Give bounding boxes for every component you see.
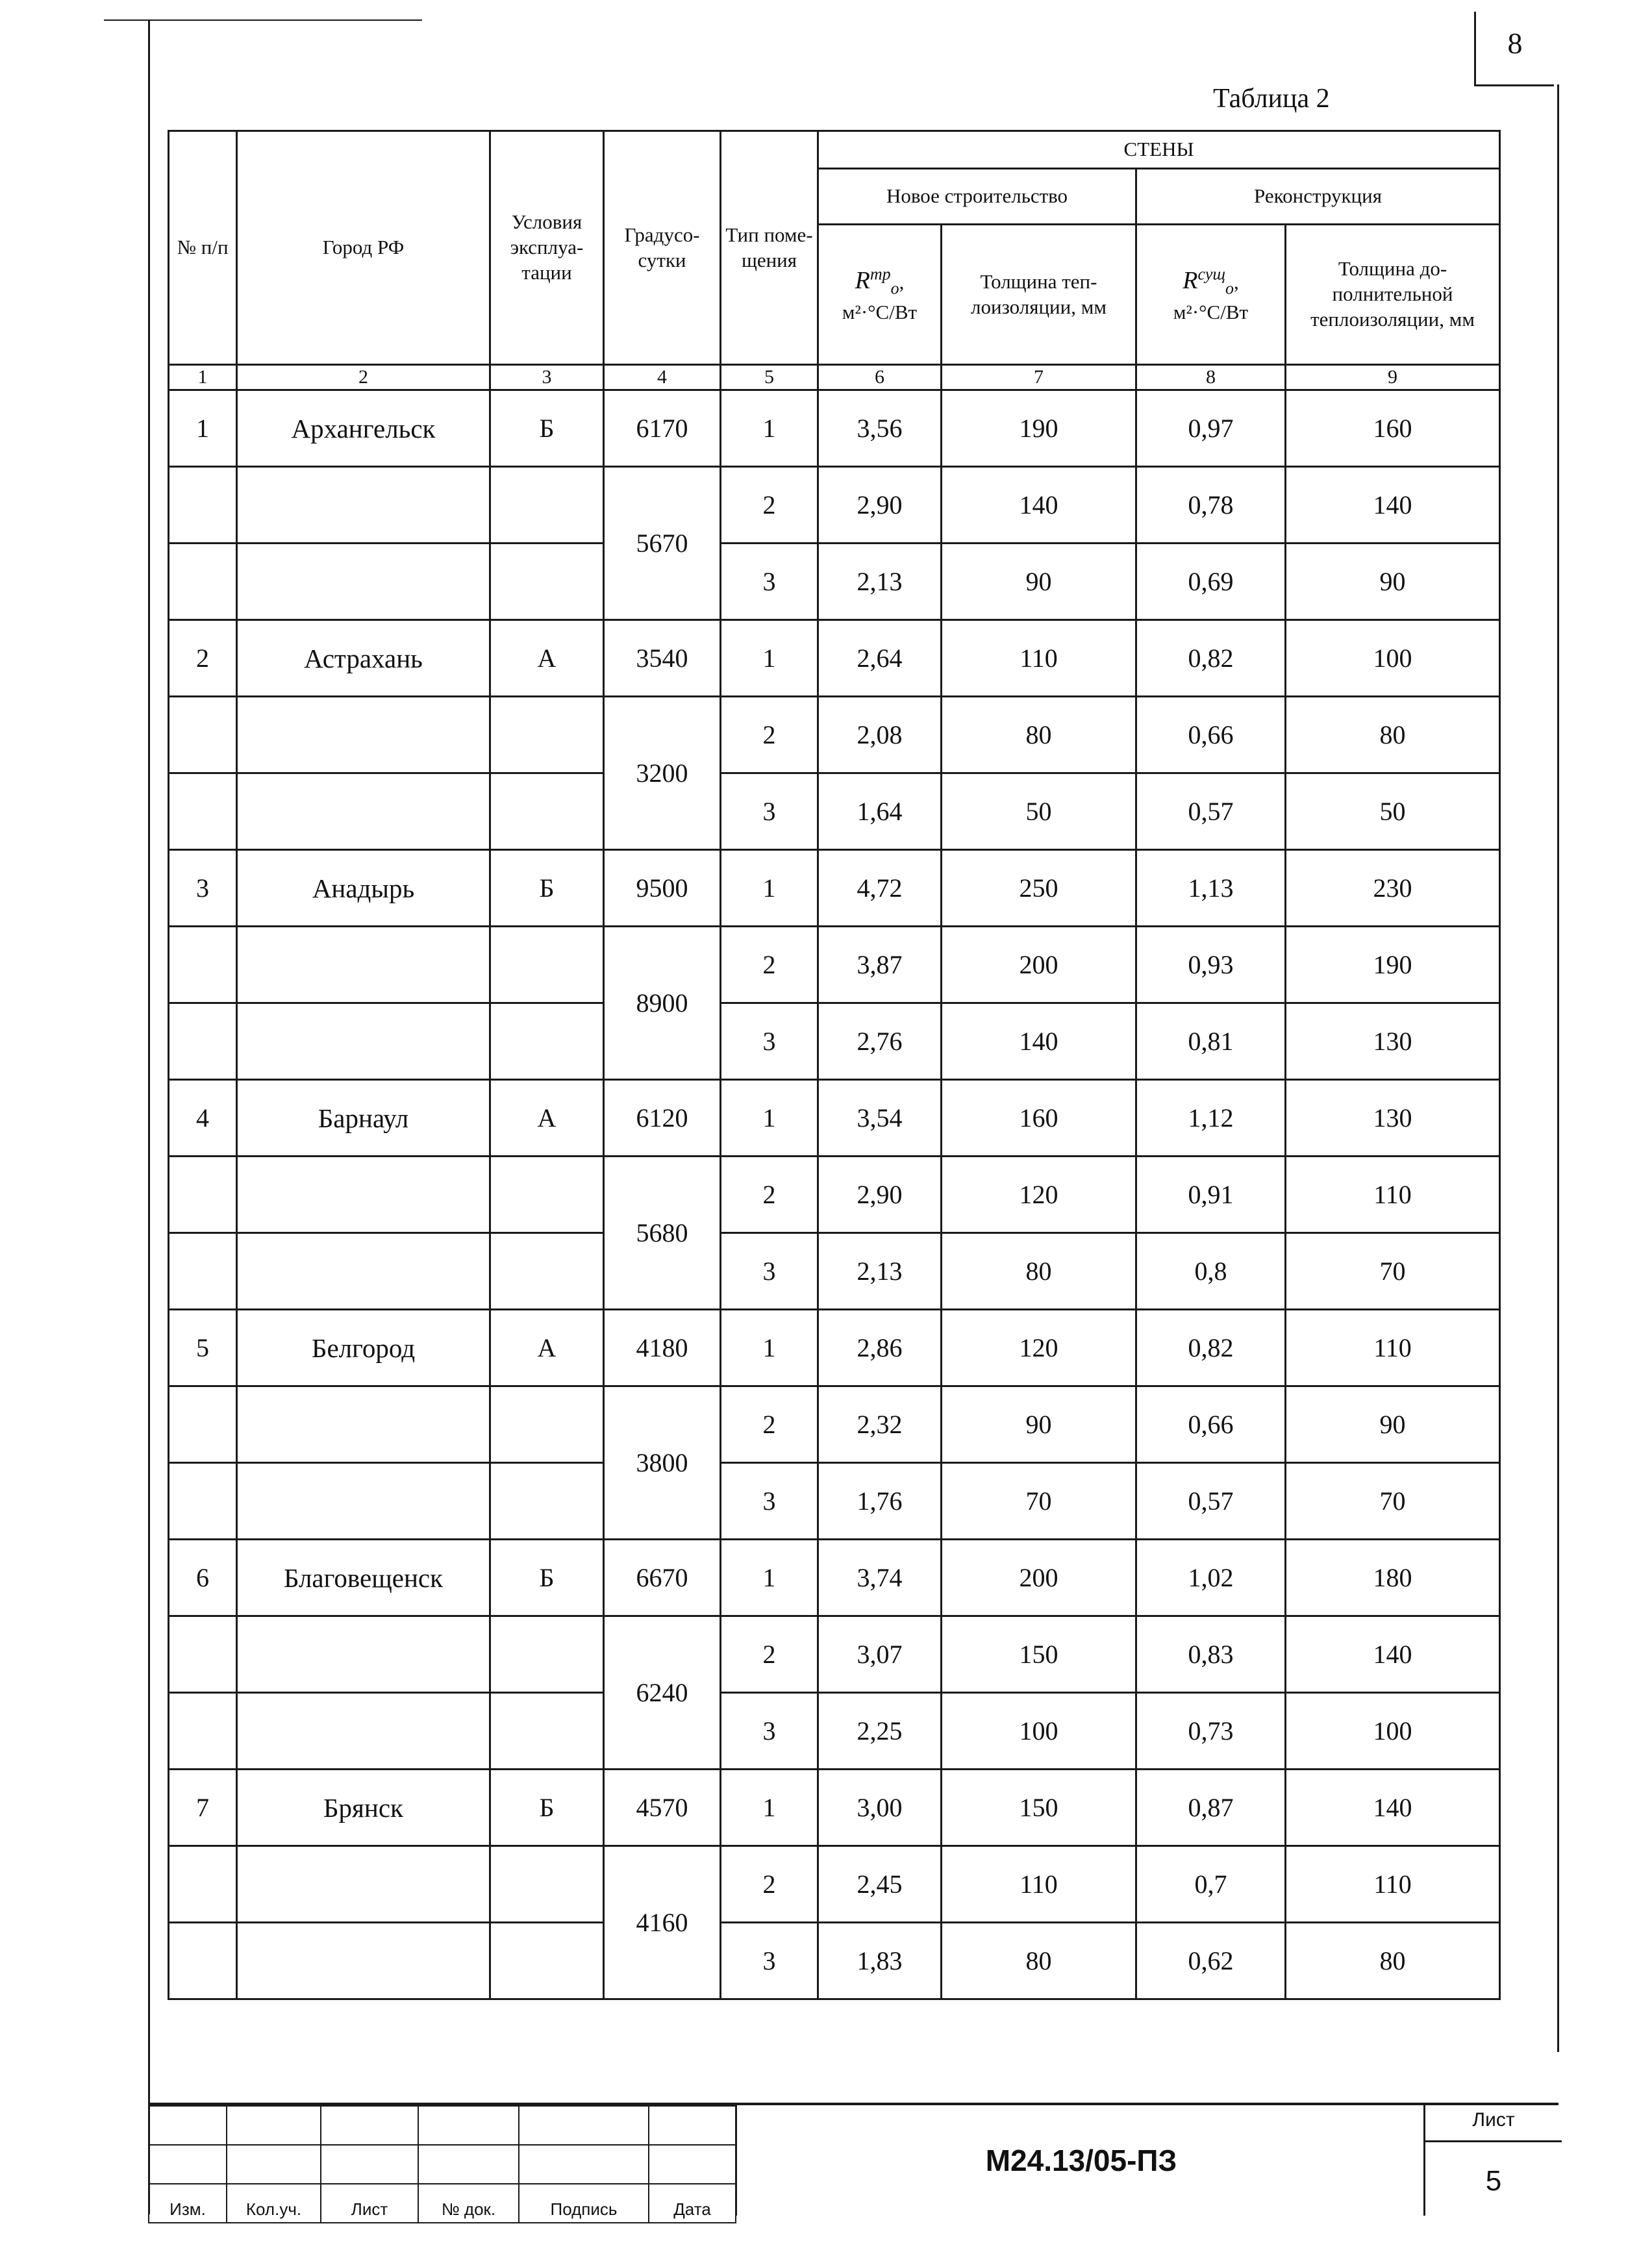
- r-existing-value: 0,62: [1136, 1923, 1286, 1999]
- insulation-thickness: 190: [942, 390, 1136, 467]
- sheet-box: [1423, 2105, 1562, 2216]
- sheet-number: 5: [1485, 2165, 1502, 2197]
- r-required-value: 3,87: [818, 927, 942, 1003]
- operating-conditions-empty: [490, 1003, 604, 1080]
- r-required-value: 3,74: [818, 1540, 942, 1616]
- operating-conditions-empty: [490, 1386, 604, 1463]
- r-existing-value: 0,8: [1136, 1233, 1286, 1310]
- table-row: [169, 773, 1500, 850]
- frame-left-line: [148, 19, 150, 2214]
- r-required-value: 1,83: [818, 1923, 942, 1999]
- r-required-value: 1,76: [818, 1463, 942, 1540]
- city-name: Астрахань: [237, 620, 490, 697]
- city-name: Архангельск: [237, 390, 490, 467]
- degree-days: 4160: [604, 1846, 721, 1999]
- r-required-value: 3,54: [818, 1080, 942, 1157]
- header-additional-thickness: Толщина до-полнительной теплоизоляции, мм: [1286, 225, 1500, 365]
- operating-conditions: А: [490, 1310, 604, 1386]
- insulation-thickness: 50: [942, 773, 1136, 850]
- operating-conditions-empty: [490, 1923, 604, 1999]
- insulation-thickness: 200: [942, 927, 1136, 1003]
- column-number: 5: [721, 365, 818, 390]
- city-name-empty: [237, 1233, 490, 1310]
- r-required-value: 2,08: [818, 697, 942, 773]
- table-row: [169, 1386, 1500, 1463]
- header-reconstruction: Реконструкция: [1136, 169, 1500, 225]
- row-number-empty: [169, 927, 237, 1003]
- row-number: 2: [169, 620, 237, 697]
- header-walls-group: СТЕНЫ: [818, 131, 1500, 169]
- r-required-value: 1,64: [818, 773, 942, 850]
- stamp-label-change: Изм.: [149, 2184, 227, 2223]
- table-row: [169, 1923, 1500, 1999]
- city-name-empty: [237, 1693, 490, 1770]
- r-required-value: 2,90: [818, 467, 942, 544]
- operating-conditions: Б: [490, 1540, 604, 1616]
- city-name: Брянск: [237, 1770, 490, 1846]
- degree-days: 8900: [604, 927, 721, 1080]
- column-number-row: [169, 365, 1500, 390]
- room-type: 2: [721, 697, 818, 773]
- room-type: 3: [721, 1003, 818, 1080]
- table-row: [169, 390, 1500, 467]
- row-number: 6: [169, 1540, 237, 1616]
- operating-conditions-empty: [490, 1693, 604, 1770]
- room-type: 1: [721, 1080, 818, 1157]
- r-existing-value: 0,57: [1136, 773, 1286, 850]
- insulation-thickness: 150: [942, 1770, 1136, 1846]
- column-number: 6: [818, 365, 942, 390]
- header-city: Город РФ: [237, 131, 490, 365]
- insulation-thickness: 90: [942, 544, 1136, 620]
- row-number-empty: [169, 1233, 237, 1310]
- room-type: 3: [721, 1233, 818, 1310]
- r-required-value: 2,64: [818, 620, 942, 697]
- city-name-empty: [237, 1616, 490, 1693]
- operating-conditions-empty: [490, 697, 604, 773]
- header-new-thickness: Толщина теп-лоизоляции, мм: [942, 225, 1136, 365]
- r-existing-value: 0,7: [1136, 1846, 1286, 1923]
- r-existing-value: 0,97: [1136, 390, 1286, 467]
- city-name-empty: [237, 773, 490, 850]
- insulation-thickness: 110: [942, 1846, 1136, 1923]
- table-row: [169, 1770, 1500, 1846]
- table-row: [169, 1463, 1500, 1540]
- frame-top-line: [104, 19, 422, 21]
- title-block-revision-table: [148, 2105, 736, 2223]
- r-existing-value: 0,82: [1136, 620, 1286, 697]
- degree-days: 3540: [604, 620, 721, 697]
- header-no: № п/п: [169, 131, 237, 365]
- city-name-empty: [237, 467, 490, 544]
- column-number: 7: [942, 365, 1136, 390]
- city-name-empty: [237, 1003, 490, 1080]
- table-row: [169, 697, 1500, 773]
- r-existing-value: 0,93: [1136, 927, 1286, 1003]
- table-row: [169, 850, 1500, 927]
- walls-insulation-table: [168, 130, 1501, 2000]
- r-existing-value: 0,66: [1136, 1386, 1286, 1463]
- row-number-empty: [169, 544, 237, 620]
- operating-conditions-empty: [490, 467, 604, 544]
- r-required-value: 2,90: [818, 1157, 942, 1233]
- operating-conditions-empty: [490, 1157, 604, 1233]
- table-row: [169, 927, 1500, 1003]
- insulation-thickness: 80: [942, 697, 1136, 773]
- r-existing-value: 0,78: [1136, 467, 1286, 544]
- additional-insulation-thickness: 110: [1286, 1157, 1500, 1233]
- header-new-construction: Новое строительство: [818, 169, 1136, 225]
- r-required-value: 2,13: [818, 1233, 942, 1310]
- row-number-empty: [169, 1463, 237, 1540]
- degree-days: 6120: [604, 1080, 721, 1157]
- row-number-empty: [169, 1386, 237, 1463]
- additional-insulation-thickness: 140: [1286, 1770, 1500, 1846]
- table-row: [169, 1080, 1500, 1157]
- additional-insulation-thickness: 130: [1286, 1080, 1500, 1157]
- table-row: [169, 620, 1500, 697]
- operating-conditions-empty: [490, 773, 604, 850]
- row-number-empty: [169, 697, 237, 773]
- r-existing-value: 1,13: [1136, 850, 1286, 927]
- degree-days: 5670: [604, 467, 721, 620]
- room-type: 2: [721, 1157, 818, 1233]
- row-number-empty: [169, 1846, 237, 1923]
- r-existing-value: 0,69: [1136, 544, 1286, 620]
- room-type: 2: [721, 1616, 818, 1693]
- r-existing-value: 0,82: [1136, 1310, 1286, 1386]
- frame-right-line: [1557, 84, 1559, 2052]
- table-row: [169, 1233, 1500, 1310]
- r-required-value: 2,32: [818, 1386, 942, 1463]
- stamp-label-doc-no: № док.: [418, 2184, 519, 2223]
- insulation-thickness: 80: [942, 1233, 1136, 1310]
- stamp-label-sheet: Лист: [321, 2184, 418, 2223]
- row-number-empty: [169, 1003, 237, 1080]
- table-row: [169, 1157, 1500, 1233]
- stamp-label-count: Кол.уч.: [227, 2184, 321, 2223]
- table-title: Таблица 2: [1213, 84, 1330, 114]
- row-number: 4: [169, 1080, 237, 1157]
- room-type: 3: [721, 1463, 818, 1540]
- city-name-empty: [237, 1157, 490, 1233]
- column-number: 1: [169, 365, 237, 390]
- header-r-required: $R^{тр}_o$, м²·°С/Вт: [818, 225, 942, 365]
- operating-conditions-empty: [490, 927, 604, 1003]
- column-number: 9: [1286, 365, 1500, 390]
- table-row: [169, 1846, 1500, 1923]
- row-number-empty: [169, 1923, 237, 1999]
- city-name: Анадырь: [237, 850, 490, 927]
- insulation-thickness: 110: [942, 620, 1136, 697]
- city-name-empty: [237, 697, 490, 773]
- additional-insulation-thickness: 90: [1286, 1386, 1500, 1463]
- r-required-value: 2,13: [818, 544, 942, 620]
- degree-days: 5680: [604, 1157, 721, 1310]
- insulation-thickness: 150: [942, 1616, 1136, 1693]
- table-row: [169, 1540, 1500, 1616]
- room-type: 3: [721, 773, 818, 850]
- operating-conditions: Б: [490, 1770, 604, 1846]
- r-required-value: 3,07: [818, 1616, 942, 1693]
- page-number: 8: [1507, 27, 1523, 60]
- room-type: 2: [721, 1386, 818, 1463]
- row-number-empty: [169, 773, 237, 850]
- operating-conditions: Б: [490, 390, 604, 467]
- page-number-box: [1474, 12, 1554, 86]
- degree-days: 6170: [604, 390, 721, 467]
- degree-days: 4570: [604, 1770, 721, 1846]
- insulation-thickness: 100: [942, 1693, 1136, 1770]
- room-type: 3: [721, 1693, 818, 1770]
- column-number: 3: [490, 365, 604, 390]
- additional-insulation-thickness: 130: [1286, 1003, 1500, 1080]
- row-number: 3: [169, 850, 237, 927]
- room-type: 1: [721, 620, 818, 697]
- stamp-label-date: Дата: [649, 2184, 736, 2223]
- room-type: 2: [721, 927, 818, 1003]
- operating-conditions-empty: [490, 544, 604, 620]
- insulation-thickness: 140: [942, 1003, 1136, 1080]
- degree-days: 4180: [604, 1310, 721, 1386]
- additional-insulation-thickness: 80: [1286, 1923, 1500, 1999]
- r-existing-value: 0,81: [1136, 1003, 1286, 1080]
- r-required-value: 2,86: [818, 1310, 942, 1386]
- document-code: М24.13/05-ПЗ: [735, 2105, 1425, 2216]
- insulation-thickness: 120: [942, 1310, 1136, 1386]
- insulation-thickness: 80: [942, 1923, 1136, 1999]
- header-degree-days: Градусо-сутки: [604, 131, 721, 365]
- additional-insulation-thickness: 110: [1286, 1310, 1500, 1386]
- header-room-type: Тип поме-щения: [721, 131, 818, 365]
- row-number: 5: [169, 1310, 237, 1386]
- additional-insulation-thickness: 180: [1286, 1540, 1500, 1616]
- room-type: 3: [721, 1923, 818, 1999]
- additional-insulation-thickness: 100: [1286, 620, 1500, 697]
- operating-conditions-empty: [490, 1616, 604, 1693]
- degree-days: 3800: [604, 1386, 721, 1540]
- column-number: 8: [1136, 365, 1286, 390]
- table-row: [169, 1693, 1500, 1770]
- additional-insulation-thickness: 140: [1286, 467, 1500, 544]
- insulation-thickness: 70: [942, 1463, 1136, 1540]
- r-required-value: 2,25: [818, 1693, 942, 1770]
- city-name-empty: [237, 1386, 490, 1463]
- insulation-thickness: 90: [942, 1386, 1136, 1463]
- additional-insulation-thickness: 100: [1286, 1693, 1500, 1770]
- r-existing-value: 0,87: [1136, 1770, 1286, 1846]
- row-number-empty: [169, 1693, 237, 1770]
- room-type: 2: [721, 467, 818, 544]
- room-type: 2: [721, 1846, 818, 1923]
- degree-days: 6670: [604, 1540, 721, 1616]
- r-required-value: 2,45: [818, 1846, 942, 1923]
- city-name: Благовещенск: [237, 1540, 490, 1616]
- row-number: 7: [169, 1770, 237, 1846]
- city-name-empty: [237, 1923, 490, 1999]
- room-type: 1: [721, 850, 818, 927]
- room-type: 3: [721, 544, 818, 620]
- room-type: 1: [721, 390, 818, 467]
- city-name-empty: [237, 927, 490, 1003]
- sheet-label: Лист: [1425, 2109, 1562, 2142]
- city-name: Белгород: [237, 1310, 490, 1386]
- r-existing-value: 0,91: [1136, 1157, 1286, 1233]
- table-row: [169, 1310, 1500, 1386]
- additional-insulation-thickness: 50: [1286, 773, 1500, 850]
- column-number: 2: [237, 365, 490, 390]
- additional-insulation-thickness: 230: [1286, 850, 1500, 927]
- insulation-thickness: 200: [942, 1540, 1136, 1616]
- additional-insulation-thickness: 80: [1286, 697, 1500, 773]
- additional-insulation-thickness: 70: [1286, 1233, 1500, 1310]
- header-conditions: Условия эксплуа-тации: [490, 131, 604, 365]
- column-number: 4: [604, 365, 721, 390]
- r-existing-value: 0,66: [1136, 697, 1286, 773]
- insulation-thickness: 120: [942, 1157, 1136, 1233]
- stamp-label-signature: Подпись: [519, 2184, 649, 2223]
- header-r-existing: $R^{сущ}_o$, м²·°С/Вт: [1136, 225, 1286, 365]
- r-required-value: 4,72: [818, 850, 942, 927]
- r-existing-value: 1,02: [1136, 1540, 1286, 1616]
- operating-conditions-empty: [490, 1233, 604, 1310]
- operating-conditions: А: [490, 620, 604, 697]
- row-number-empty: [169, 1157, 237, 1233]
- r-existing-value: 0,73: [1136, 1693, 1286, 1770]
- r-required-value: 3,56: [818, 390, 942, 467]
- additional-insulation-thickness: 190: [1286, 927, 1500, 1003]
- insulation-thickness: 250: [942, 850, 1136, 927]
- table-row: [169, 467, 1500, 544]
- operating-conditions-empty: [490, 1463, 604, 1540]
- operating-conditions: Б: [490, 850, 604, 927]
- degree-days: 3200: [604, 697, 721, 850]
- insulation-thickness: 140: [942, 467, 1136, 544]
- additional-insulation-thickness: 110: [1286, 1846, 1500, 1923]
- city-name-empty: [237, 1846, 490, 1923]
- room-type: 1: [721, 1770, 818, 1846]
- table-row: [169, 1616, 1500, 1693]
- r-required-value: 3,00: [818, 1770, 942, 1846]
- room-type: 1: [721, 1310, 818, 1386]
- row-number-empty: [169, 1616, 237, 1693]
- operating-conditions: А: [490, 1080, 604, 1157]
- city-name-empty: [237, 1463, 490, 1540]
- r-existing-value: 1,12: [1136, 1080, 1286, 1157]
- city-name: Барнаул: [237, 1080, 490, 1157]
- room-type: 1: [721, 1540, 818, 1616]
- row-number: 1: [169, 390, 237, 467]
- r-existing-value: 0,83: [1136, 1616, 1286, 1693]
- table-row: [169, 544, 1500, 620]
- r-existing-value: 0,57: [1136, 1463, 1286, 1540]
- operating-conditions-empty: [490, 1846, 604, 1923]
- city-name-empty: [237, 544, 490, 620]
- additional-insulation-thickness: 160: [1286, 390, 1500, 467]
- additional-insulation-thickness: 70: [1286, 1463, 1500, 1540]
- degree-days: 6240: [604, 1616, 721, 1770]
- row-number-empty: [169, 467, 237, 544]
- degree-days: 9500: [604, 850, 721, 927]
- insulation-thickness: 160: [942, 1080, 1136, 1157]
- r-required-value: 2,76: [818, 1003, 942, 1080]
- additional-insulation-thickness: 90: [1286, 544, 1500, 620]
- additional-insulation-thickness: 140: [1286, 1616, 1500, 1693]
- table-row: [169, 1003, 1500, 1080]
